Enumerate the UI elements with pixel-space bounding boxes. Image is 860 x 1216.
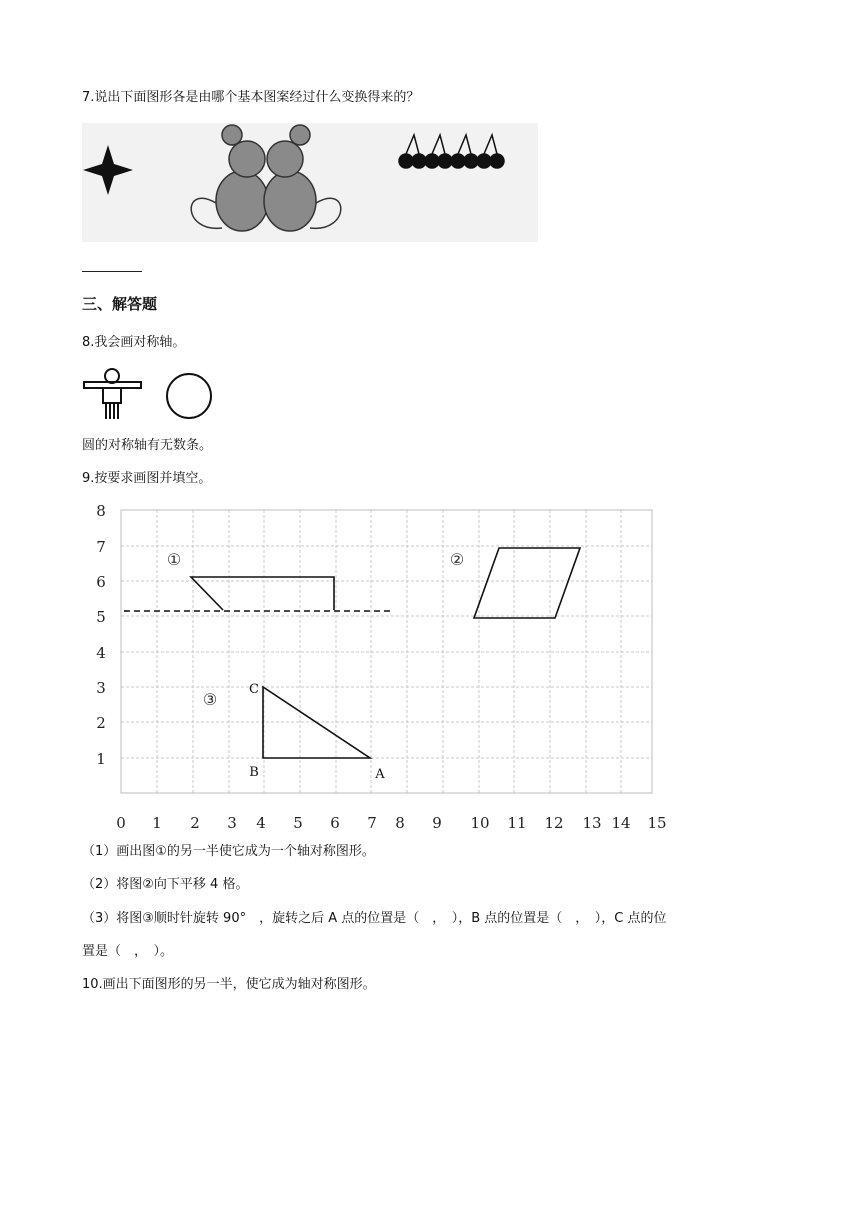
x-tick: 10	[470, 814, 490, 832]
q7-prompt: 7.说出下面图形各是由哪个基本图案经过什么变换得来的？	[82, 90, 420, 105]
point-a-label: A	[375, 767, 385, 782]
x-tick: 15	[647, 814, 667, 832]
grid-lines	[121, 510, 652, 793]
x-tick: 5	[293, 814, 303, 832]
x-tick: 12	[544, 814, 564, 832]
y-tick: 2	[96, 714, 106, 732]
q9-sub1: （1）画出图①的另一半使它成为一个轴对称图形。	[82, 844, 375, 859]
y-tick: 1	[96, 750, 106, 768]
figure2-label: ②	[449, 550, 465, 569]
x-tick: 9	[432, 814, 442, 832]
figure1-label: ①	[166, 550, 182, 569]
x-tick: 2	[190, 814, 200, 832]
section-title: 三、解答题	[82, 295, 158, 313]
q8-prompt: 8.我会画对称轴。	[82, 335, 186, 350]
x-tick: 3	[227, 814, 237, 832]
x-tick: 1	[152, 814, 162, 832]
q10-prompt: 10.画出下面图形的另一半，使它成为轴对称图形。	[82, 977, 376, 992]
q9-sub3-line2: 置是（ ， ）。	[82, 944, 174, 959]
q9-sub3-line1: （3）将图③顺时针旋转 90° ，旋转之后 A 点的位置是（ ， ），B 点的位置是（ ， ），C 点的位	[82, 911, 667, 926]
y-tick: 4	[96, 644, 106, 662]
x-tick: 11	[507, 814, 527, 832]
y-tick: 5	[96, 608, 106, 626]
y-tick: 7	[96, 538, 106, 556]
point-b-label: B	[249, 765, 259, 780]
y-tick: 8	[96, 502, 106, 520]
y-tick: 3	[96, 679, 106, 697]
q8-note: 圆的对称轴有无数条。	[82, 438, 213, 453]
q9-sub2: （2）将图②向下平移 4 格。	[82, 877, 249, 892]
point-c-label: C	[249, 682, 259, 697]
figure1-half-shape	[191, 577, 334, 610]
x-tick: 0	[116, 814, 126, 832]
x-tick: 8	[395, 814, 405, 832]
figure2-parallelogram	[474, 548, 580, 618]
x-tick: 14	[611, 814, 631, 832]
x-tick: 4	[256, 814, 266, 832]
x-tick: 7	[367, 814, 377, 832]
x-tick: 13	[582, 814, 602, 832]
y-tick: 6	[96, 573, 106, 591]
q9-prompt: 9.按要求画图并填空。	[82, 471, 212, 486]
figure3-label: ③	[202, 690, 218, 709]
x-tick: 6	[330, 814, 340, 832]
